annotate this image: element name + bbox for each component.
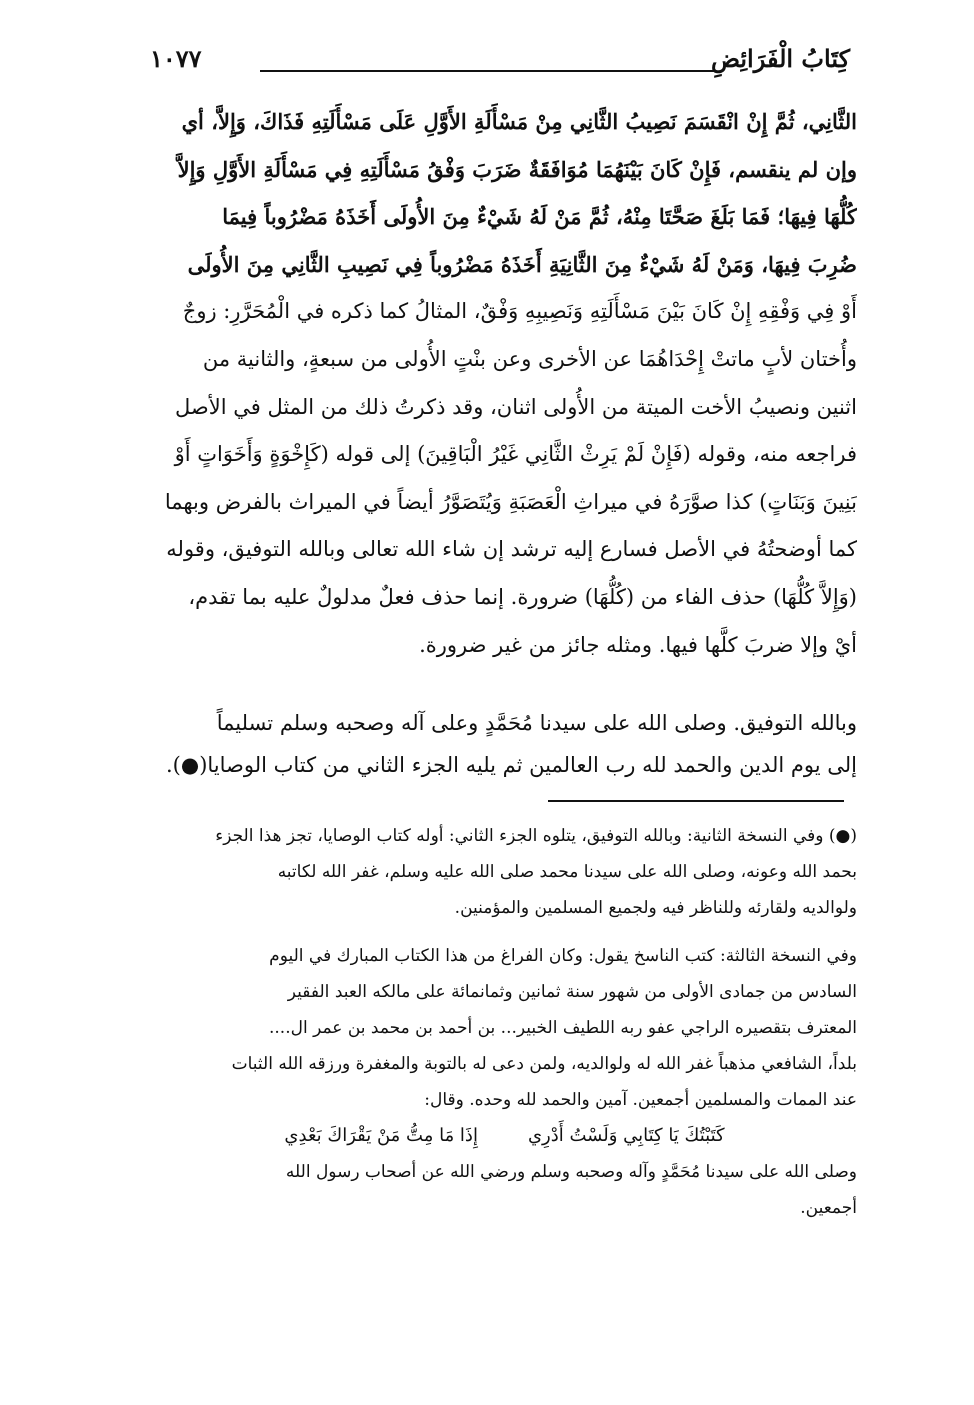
- footnote-2: [152, 938, 857, 1226]
- text-line: اثنين ونصيبُ الأخت الميتة من الأُولى اثنان، وقد ذكرتُ ذلك من المثل في الأصل: [175, 394, 857, 419]
- footnotes: [152, 818, 857, 1238]
- main-text: [152, 98, 857, 669]
- text-line: وإن لم ينقسم، فَإِنْ كَانَ بَيْنَهُمَا مُوَافَقَةٌ ضَرَبَ وَفْقُ مَسْأَلَتِهِ فِي مَسْأَلَةِ الأَوَّلِ وَإِلاَّ: [177, 156, 857, 182]
- page-number: ١٠٧٧: [150, 44, 202, 73]
- chapter-title: كِتَابُ الْفَرَائِضِ: [710, 44, 850, 73]
- header-rule: [260, 70, 715, 72]
- text-line: ضُرِبَ فِيهَا، وَمَنْ لَهُ شَيْءٌ مِنَ الثَّانِيَةِ أَخَذَهُ مَضْرُوباً فِي نَصِيبِ الثَّانِي مِنَ الأُولَى: [187, 251, 857, 277]
- text-line: كما أوضحتُهُ في الأصل فسارع إليه ترشد إن شاء الله تعالى وبالله التوفيق، وقوله: [166, 537, 857, 562]
- poem-verse: [152, 1118, 857, 1154]
- footnote-line: وصلى الله على سيدنا مُحَمَّدٍ وآله وصحبه وسلم ورضي الله عن أصحاب رسول الله: [285, 1162, 857, 1182]
- footnote-line: أجمعين.: [800, 1198, 857, 1218]
- footnote-1: [152, 818, 857, 926]
- footnote-line: السادس من جمادى الأولى من شهور سنة ثمانين وثمانمائة على مالكه العبد الفقير: [287, 982, 857, 1002]
- closing-line: وبالله التوفيق. وصلى الله على سيدنا مُحَمَّدٍ وعلى آله وصحبه وسلم تسليماً: [216, 711, 857, 735]
- footnote-line: بلداً، الشافعي مذهباً غفر الله له ولوالديه، ولمن دعى له بالتوبة والمغفرة ورزقه الله الثبات: [231, 1054, 857, 1074]
- text-line: (وَإِلاَّ كُلُّهَا) حذف الفاء من (كُلُّهَا) ضرورة. إنما حذف فعلٌ مدلولٌ عليه بما تقدم،: [188, 584, 857, 609]
- text-line: أيْ وإلا ضربَ كلَّها فيها. ومثله جائز من غير ضرورة.: [419, 632, 857, 657]
- page-header: [150, 40, 850, 80]
- text-line: أَوْ فِي وَفْقِهِ إِنْ كَانَ بَيْنَ مَسْأَلَتِهِ وَنَصِيبِهِ وَفْقٌ، المثالُ كما ذكره في الْمُحَرَّرِ: زوجٌ: [182, 299, 857, 324]
- footnote-line: بحمد الله وعونه، وصلى الله على سيدنا محمد صلى الله عليه وسلم، غفر الله لكاتبه: [277, 862, 857, 882]
- text-line: فراجعه منه، وقوله (فَإِنْ لَمْ يَرِثْ الثَّانِي غَيْرُ الْبَاقِينَ) إلى قوله (كَإِخْوَةٍ وَأَخَوَاتٍ أَوْ: [174, 442, 857, 467]
- text-line: بَنِينَ وَبَنَاتٍ) كذا صوَّرَهُ في ميراثِ الْعَصَبَةِ وَيُتَصَوَّرُ أيضاً في الميراث بالفرض وبهما: [164, 489, 857, 514]
- closing-paragraph: [152, 702, 857, 786]
- footnote-line: المعترف بتقصيره الراجي عفو ربه اللطيف الخبير... بن أحمد بن محمد بن عمر ال....: [268, 1018, 857, 1038]
- footnote-line: ولوالديه ولقارئه وللناظر فيه ولجميع المسلمين والمؤمنين.: [454, 898, 857, 918]
- verse-second-hemistich: إِذَا مَا مِتُّ مَنْ يَقْرَاكَ بَعْدِي: [284, 1125, 478, 1146]
- footnote-line: (●) وفي النسخة الثانية: وبالله التوفيق، يتلوه الجزء الثاني: أوله كتاب الوصايا، تجز هذا الجزء: [215, 826, 857, 846]
- closing-line: إلى يوم الدين والحمد لله رب العالمين ثم يليه الجزء الثاني من كتاب الوصايا(●).: [166, 753, 857, 777]
- text-line: الثَّانِي، ثُمَّ إِنْ انْقَسَمَ نَصِيبُ الثَّانِي مِنْ مَسْأَلَةِ الأَوَّلِ عَلَى مَسْأَلَتِهِ فَذَاكَ، وَإِلاَّ، أي: [181, 109, 857, 134]
- text-line: وأُختان لأبٍ ماتتْ إِحْدَاهُمَا عن الأخرى وعن بنْتٍ الأُولى من سبعةٍ، والثانية من: [202, 346, 857, 371]
- footnote-line: وفي النسخة الثالثة: كتب الناسخ يقول: وكان الفراغ من هذا الكتاب المبارك في اليوم: [269, 946, 857, 966]
- footnote-line: عند الممات والمسلمين أجمعين. آمين والحمد لله وحده. وقال:: [424, 1090, 857, 1110]
- verse-first-hemistich: كَتَبْتُكَ يَا كِتَابِي وَلَسْتُ أَدْرِي: [527, 1125, 725, 1146]
- text-line: كُلُّهَا فِيهَا؛ فَمَا بَلَغَ صَحَّتَا مِنْهُ، ثُمَّ مَنْ لَهُ شَيْءٌ مِنَ الأُولَى أَخَذَهُ مَضْرُوباً فِيمَا: [222, 204, 857, 230]
- footnote-separator: [548, 800, 844, 802]
